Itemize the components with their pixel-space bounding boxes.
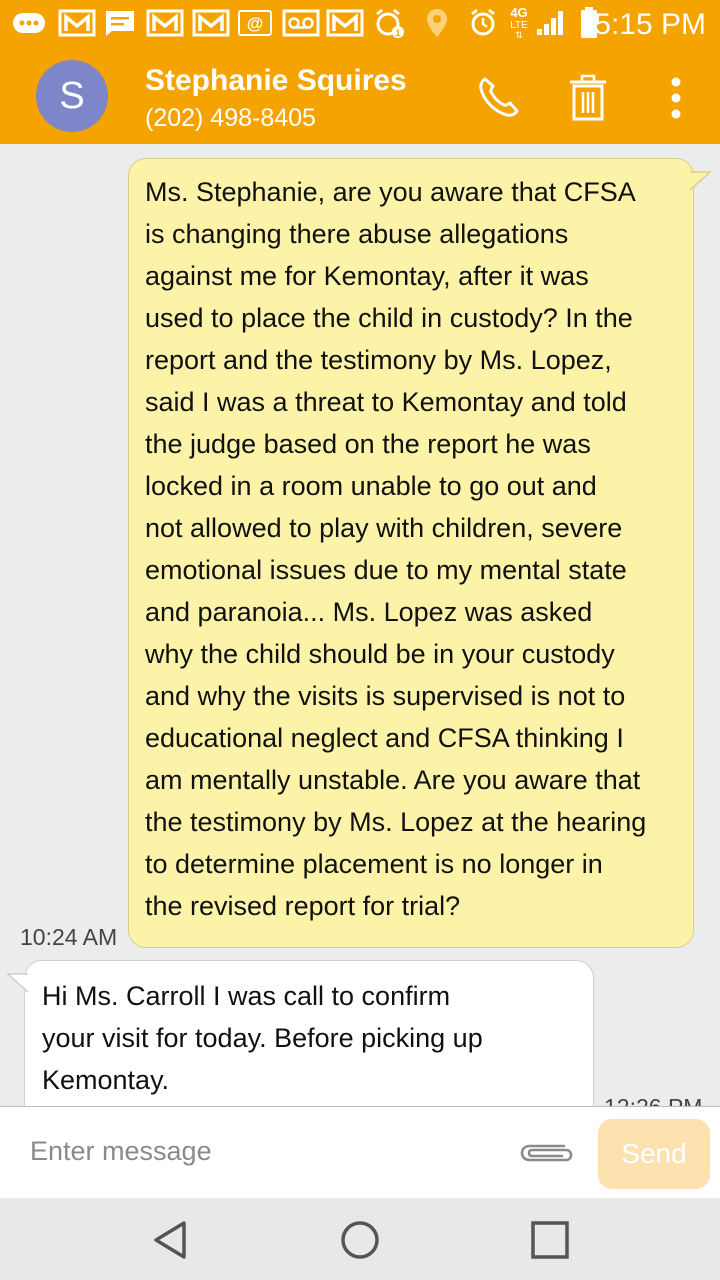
message-line: am mentally unstable. Are you aware that	[145, 765, 641, 795]
trash-icon	[566, 73, 610, 123]
message-timestamp: 10:24 AM	[20, 924, 118, 950]
message-line: Ms. Stephanie, are you aware that CFSA	[145, 177, 636, 207]
bubble-tail	[6, 974, 28, 996]
message-input[interactable]	[16, 1119, 524, 1183]
message-line: and paranoia... Ms. Lopez was asked	[145, 597, 593, 627]
message-line: your visit for today. Before picking up	[42, 1023, 483, 1053]
home-icon	[339, 1219, 381, 1261]
signal-icon	[534, 10, 568, 36]
location-icon	[424, 10, 450, 36]
avatar[interactable]: S	[36, 60, 108, 132]
message-icon	[104, 10, 136, 36]
message-line: and why the visits is supervised is not to	[145, 681, 626, 711]
paperclip-icon	[518, 1138, 574, 1168]
message-line: the revised report for trial?	[145, 891, 461, 921]
message-line: said I was a threat to Kemontay and told	[145, 387, 627, 417]
message-line: used to place the child in custody? In the	[145, 303, 633, 333]
message-line: against me for Kemontay, after it was	[145, 261, 589, 291]
incoming-message[interactable]	[24, 960, 594, 1126]
more-vert-icon	[669, 76, 683, 120]
alarm-clock-icon	[372, 10, 406, 36]
network-type: 4G	[510, 5, 528, 20]
message-line: the testimony by Ms. Lopez at the hearing	[145, 807, 647, 837]
message-list[interactable]	[0, 144, 720, 1106]
network-indicator: 4G LTE ⇅	[510, 5, 528, 40]
message-line: Kemontay.	[42, 1065, 170, 1095]
back-button[interactable]	[140, 1214, 200, 1266]
navigation-bar	[0, 1198, 720, 1280]
message-line: why the child should be in your custody	[145, 639, 615, 669]
message-line: to determine placement is no longer in	[145, 849, 603, 879]
call-button[interactable]	[470, 70, 526, 126]
attach-button[interactable]	[516, 1129, 576, 1177]
recents-icon	[530, 1220, 570, 1260]
message-line: report and the testimony by Ms. Lopez,	[145, 345, 612, 375]
gmail-icon	[192, 10, 230, 36]
bubble-tail	[690, 172, 712, 194]
message-line: emotional issues due to my mental state	[145, 555, 627, 585]
message-line: the judge based on the report he was	[145, 429, 591, 459]
voicemail-icon	[282, 10, 320, 36]
more-notifications-icon	[12, 10, 46, 36]
send-button[interactable]: Send	[598, 1119, 710, 1189]
message-line: Hi Ms. Carroll I was call to confirm	[42, 981, 451, 1011]
home-button[interactable]	[330, 1214, 390, 1266]
message-line: is changing there abuse allegations	[145, 219, 569, 249]
overflow-menu-button[interactable]	[648, 70, 704, 126]
email-at-icon: @	[238, 10, 272, 36]
composer	[0, 1106, 720, 1199]
outgoing-message[interactable]	[128, 158, 694, 948]
delete-button[interactable]	[560, 70, 616, 126]
alarm-icon	[466, 10, 500, 36]
status-time: 5:15 PM	[594, 8, 706, 41]
conversation-header	[0, 48, 720, 144]
gmail-icon	[326, 10, 364, 36]
message-line: locked in a room unable to go out and	[145, 471, 597, 501]
contact-phone: (202) 498-8405	[145, 104, 316, 132]
back-icon	[150, 1219, 190, 1261]
contact-name[interactable]: Stephanie Squires	[145, 64, 407, 97]
gmail-icon	[146, 10, 184, 36]
message-line: educational neglect and CFSA thinking I	[145, 723, 624, 753]
status-bar	[0, 0, 720, 48]
recents-button[interactable]	[520, 1214, 580, 1266]
network-sub: LTE	[510, 20, 528, 31]
svg-text:1: 1	[395, 28, 401, 38]
message-line: not allowed to play with children, severe	[145, 513, 623, 543]
gmail-icon	[58, 10, 96, 36]
phone-icon	[473, 73, 523, 123]
